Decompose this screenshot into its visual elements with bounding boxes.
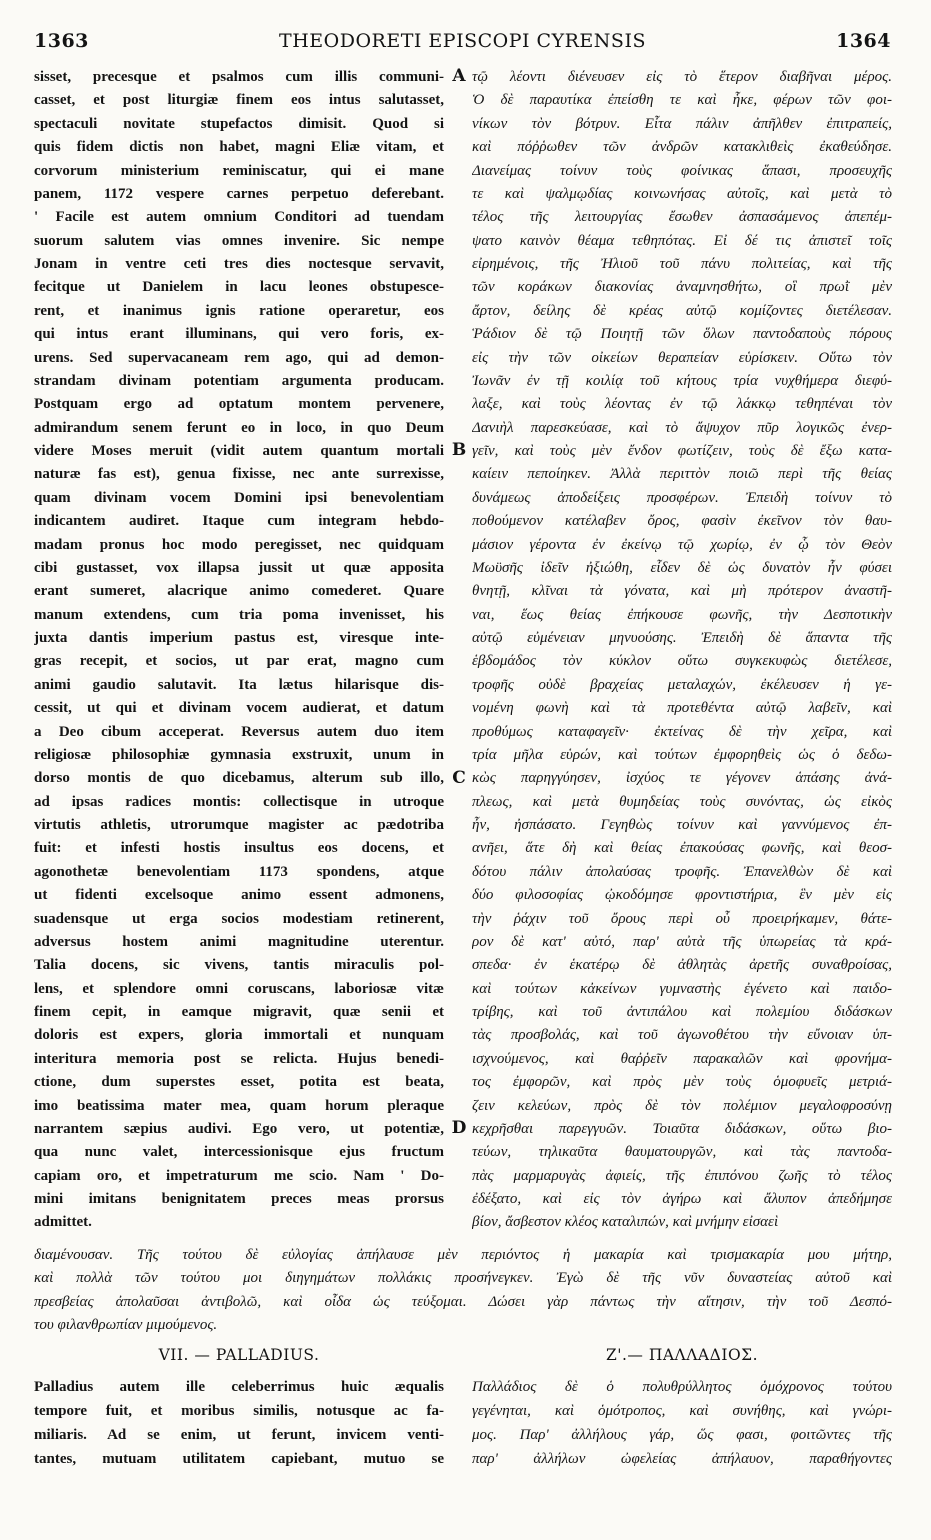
latin-text-line: fecitque ut Danielem in lacu leones obstupesce- xyxy=(34,279,444,296)
greek-text-line: τῷ λέοντι διένευσεν εἰς τὸ ἕτερον διαβῆναι μέρος. xyxy=(472,69,892,85)
running-head xyxy=(34,30,891,60)
latin-text-line: Postquam ergo ad optatum montem pervenere, xyxy=(34,396,444,413)
greek-text-line: μος. Παρ' ἀλλήλους γάρ, ὥς φασι, φοιτῶντες τῆς xyxy=(472,1427,892,1443)
greek-text-line: παρ' ἀλλήλων ὠφελείας ἀπήλαυον, παραθήγοντες xyxy=(472,1451,892,1467)
greek-text-line: καὶ τούτων κἀκείνων γυμναστὴς ἐγένετο καὶ παιδο- xyxy=(472,980,892,997)
latin-text-line: religiosæ philosophiæ gymnasia exstruxit, unum in xyxy=(34,746,444,763)
greek-text-line: πρεσβείας ἀπολαῦσαι ἀντιβολῶ, καὶ οἶδα ὡς τεύξομαι. Δώσει γὰρ πάντως τὴν αἴτησιν, τὴν τοῦ Δεσπό- xyxy=(34,1293,892,1310)
latin-text-line: qua nunc valet, intercessionisque ejus fructum xyxy=(34,1144,444,1161)
greek-text-line: Ἰωνᾶν ἐν τῇ κοιλίᾳ τοῦ κήτους τρία νυχθήμερα διεφύ- xyxy=(472,372,892,389)
greek-text-line: ανῆει, ἅτε δὴ καὶ θείας ἐπακούσας φωνῆς, καὶ θεοσ- xyxy=(472,840,892,857)
latin-text-line: videre Moses meruit (vidit autem quantum mortali xyxy=(34,443,444,459)
latin-text-line: capiam oro, et impetraturum me scio. Nam ' Do- xyxy=(34,1167,444,1184)
greek-text-line: καὶ πολλὰ τῶν τούτου μοι διηγημάτων πολλάκις προσήνεγκεν. Ἐγὼ δὲ τῆς νῦν δυναστείας αὐτοῦ καὶ xyxy=(34,1270,892,1287)
margin-marker-b: B xyxy=(451,440,467,460)
latin-text-line: Jonam in ventre ceti tres dies noctesque servavit, xyxy=(34,256,444,272)
latin-text-line: lens, et splendore omni coruscans, laboriosæ vitæ xyxy=(34,980,444,997)
greek-text-line: ἑβδομάδος τὸν κύκλον οὕτω συγκεκυφὼς διετέλεσε, xyxy=(472,653,892,670)
section-body-greek xyxy=(472,1375,892,1471)
greek-text-line: ζειν κελεύων, πρὸς δὲ τὸν πολέμιον μεγαλοφροσύνῃ xyxy=(472,1097,892,1114)
latin-text-line: fuit: et infesti hostis insultus eos docens, et xyxy=(34,840,444,857)
page-number-left: 1363 xyxy=(34,30,89,52)
greek-text-line: Παλλάδιος δὲ ὁ πολυθρύλλητος ὁμόχρονος τούτου xyxy=(472,1379,892,1395)
greek-text-line: νίκων τὸν βότρυν. Εἶτα πάλιν ἀπῆλθεν ἐπιτραπείς, xyxy=(472,115,892,132)
greek-text-line: δύο φιλοσοφίας ᾠκοδόμησε φροντιστήρια, ἓν μὲν εἰς xyxy=(472,887,892,904)
greek-text-line: τὴν ῥάχιν τοῦ ὄρους περὶ οὗ προειρήκαμεν, θάτε- xyxy=(472,910,892,927)
latin-text-line: ut fidenti excelsoque animo essent admonens, xyxy=(34,887,444,904)
section-heading-greek: Ζ'.— ΠΑΛΛΑΔΙΟΣ. xyxy=(605,1346,759,1364)
greek-text-line: ισχνούμενος, καὶ θαῤῥεῖν παρακαλῶν καὶ φρονήμα- xyxy=(472,1050,892,1067)
latin-text-line: qui intus erant illuminans, qui vero foris, ex- xyxy=(34,326,444,343)
latin-text-line: animi gaudio salutavit. Ita lætus hilarisque dis- xyxy=(34,676,444,693)
latin-text-line: Talia docens, sic vivens, tantis miraculis pol- xyxy=(34,957,444,974)
greek-text-line: δότου πάλιν ἀπολαύσας τροφῆς. Ἐπανελθὼν δὲ καὶ xyxy=(472,863,892,880)
latin-text-line: corvorum ministerium reminiscatur, qui ei mane xyxy=(34,162,444,179)
greek-text-line: ρον δὲ κατ' αὐτό, παρ' αὐτὰ τῆς ὑπωρείας τὰ κρά- xyxy=(472,933,892,950)
greek-text-line: προθύμως καταφαγεῖν· ἐκτείνας δὲ τὴν χεῖρα, καὶ xyxy=(472,723,892,740)
greek-text-line: Διανείμας τοίνυν τοὺς φοίνικας ἅπασι, προσευχῆς xyxy=(472,162,892,179)
greek-text-line: τὰς προσβολάς, καὶ τοῦ ἀγωνοθέτου τὴν εὔνοιαν ὑπ- xyxy=(472,1027,892,1044)
latin-text-line: interitura memoria post se relicta. Hujus benedi- xyxy=(34,1050,444,1067)
greek-column xyxy=(472,66,892,1235)
greek-text-line: τῶν κοράκων διακονίας ἀναμνησθήτω, οἳ πρωῒ μὲν xyxy=(472,279,892,296)
latin-text-line: a Deo cibum acceperat. Reversus autem duo item xyxy=(34,723,444,740)
latin-text-line: casset, et post liturgiæ finem eos intus salutasset, xyxy=(34,92,444,109)
latin-text-line: panem, 1172 vespere carnes perpetuo deferebant. xyxy=(34,185,444,202)
greek-text-line: εἰρημένοις, τῆς Ἠλιοῦ τοῦ πάνυ πολιτείας, καὶ τῆς xyxy=(472,256,892,272)
greek-text-line: ἄρτον, δείλης δὲ κρέας αὐτῷ κομίζοντες διετέλεσαν. xyxy=(472,302,892,319)
greek-text-line: τεύων, τηλικαῦτα θαυματουργῶν, καὶ τὰς παντοδα- xyxy=(472,1144,892,1161)
greek-text-line: γεῖν, καὶ τοὺς μὲν ἔνδον φωτίζειν, τοὺς δὲ ἔξω κατα- xyxy=(472,443,892,459)
greek-text-line: τος ἐμφορῶν, καὶ πρὸς μὲν τοὺς ὁμοφυεῖς μετριά- xyxy=(472,1074,892,1091)
latin-text-line: agonothetæ benevolentiam 1173 spondens, atque xyxy=(34,863,444,880)
latin-text-line: admittet. xyxy=(34,1214,92,1231)
latin-text-line: imo beatissima mater mea, quam horum pleraque xyxy=(34,1097,444,1114)
latin-text-line: madam pronus hoc modo peregisset, nec quidquam xyxy=(34,536,444,553)
latin-text-line: manum extendens, cum tria poma invenisset, his xyxy=(34,606,444,623)
latin-text-line: Palladius autem ille celeberrimus huic æqualis xyxy=(34,1379,444,1395)
greek-text-line: Μωϋσῆς ἰδεῖν ἠξιώθη, εἶδεν δὲ ὡς δυνατὸν ἦν φύσει xyxy=(472,559,892,576)
greek-text-line: καὶ πόῤῥωθεν τῶν ἀνδρῶν κατακλιθεὶς ἐκαθεύδησε. xyxy=(472,139,892,156)
greek-text-line: διαμένουσαν. Τῆς τούτου δὲ εὐλογίας ἀπήλαυσε μὲν περιόντος ἡ μακαρία καὶ τρισμακαρία μου μήτηρ, xyxy=(34,1247,892,1263)
margin-marker-d: D xyxy=(451,1118,467,1138)
latin-text-line: spectaculi novitate stupefactos dimisit. Quod si xyxy=(34,115,444,132)
latin-text-line: rent, et inanimus ignis ratione operaretur, eos xyxy=(34,302,444,319)
latin-text-line: sisset, precesque et psalmos cum illis communi- xyxy=(34,69,444,85)
greek-text-line: θνητῇ, κλῖναι τὰ γόνατα, καὶ μὴ πρότερον ἀναστῆ- xyxy=(472,583,892,600)
greek-text-line: ψατο καινὸν θέαμα τεθηπότας. Εἰ δέ τις ἀπιστεῖ τοῖς xyxy=(472,232,892,249)
greek-text-line: λαξε, καὶ τοὺς λέοντας ἐν τῷ λάκκῳ τεθηπέναι τὸν xyxy=(472,396,892,413)
greek-text-line: καίειν πεποίηκεν. Ἀλλὰ περιττὸν ποιῶ περὶ τῆς θείας xyxy=(472,466,892,483)
greek-text-line: εἰς τὴν τῶν οἰκείων θεραπείαν εὑρίσκειν. Οὕτω τὸν xyxy=(472,349,892,366)
latin-text-line: tantes, mutuam utilitatem capiebant, mutuo se xyxy=(34,1451,444,1467)
latin-text-line: doloris est expers, gloria immortali et nunquam xyxy=(34,1027,444,1044)
latin-text-line: strandam divinam potentiam argumenta producam. xyxy=(34,372,444,389)
greek-text-line: ἐδέξατο, καὶ εἰς τὸν ἀγήρω καὶ ἄλυπον ἀπεδήμησε xyxy=(472,1191,892,1207)
latin-text-line: adversus hostem animi magnitudine uterentur. xyxy=(34,933,444,950)
latin-text-line: gras recepit, et socios, ut par erat, magno cum xyxy=(34,653,444,670)
section-heading-latin: VII. — PALLADIUS. xyxy=(158,1346,320,1364)
greek-text-line: του φιλανθρωπίαν μιμούμενος. xyxy=(34,1317,218,1334)
latin-text-line: suadensque ut erga socios modestiam retinerent, xyxy=(34,910,444,927)
greek-text-line: Ῥάδιον δὲ τῷ Ποιητῇ τῶν ὅλων παντοδαποὺς πόρους xyxy=(472,326,892,343)
margin-marker-c: C xyxy=(452,768,466,788)
greek-text-line: ποθούμενον κατέλαβεν ὄρος, φασὶν ἐκεῖνον τὸν θαυ- xyxy=(472,513,892,530)
latin-text-line: juxta dantis imperium pastus est, viresque inte- xyxy=(34,630,444,646)
latin-text-line: erant sumeret, alacrique animo comederet. Quare xyxy=(34,583,444,600)
greek-text-line: τρίβης, καὶ τοῦ ἀντιπάλου καὶ πολεμίου διδάσκων xyxy=(472,1004,892,1020)
latin-text-line: dorso montis de quo dicebamus, alterum sub illo, xyxy=(34,770,444,787)
greek-text-line: ναι, ἕως θείας ἐπήκουσε φωνῆς, τὴν Δεσποτικὴν xyxy=(472,606,892,623)
latin-text-line: ctione, dum superstes esset, potita est beata, xyxy=(34,1074,444,1091)
section-body-latin xyxy=(34,1375,444,1471)
latin-text-line: naturæ fas est), genua fixisse, nec ante surrexisse, xyxy=(34,466,444,483)
latin-text-line: miliaris. Ad se enim, ut ferunt, invicem venti- xyxy=(34,1427,444,1443)
latin-text-line: finem cepit, in eamque migravit, quæ senii et xyxy=(34,1004,444,1020)
greek-text-line: βίον, ἄσβεστον κλέος καταλιπών, καὶ μνήμην εἰσαεὶ xyxy=(472,1214,779,1231)
page-number-right: 1364 xyxy=(836,30,891,52)
greek-text-line: τε καὶ ψαλμῳδίας κοινωνήσας αὐτοῖς, καὶ μετὰ τὸ xyxy=(472,185,892,202)
page-title: THEODORETI EPISCOPI CYRENSIS xyxy=(279,30,646,52)
greek-text-line: αὐτῷ εὐμένειαν μηνυούσης. Ἐπειδὴ δὲ ἅπαντα τῆς xyxy=(472,630,892,646)
latin-text-line: virtutis athletis, utrorumque magister ac pædotriba xyxy=(34,817,444,833)
greek-text-line: τροφῆς οὐδὲ βραχείας μεταλαχών, ἐκέλευσεν ἡ γε- xyxy=(472,676,892,693)
latin-text-line: tempore fuit, et moribus similis, notusque ac fa- xyxy=(34,1403,444,1419)
latin-text-line: quam divinam vocem Domini ipsi benevolentiam xyxy=(34,489,444,506)
greek-text-line: Δανιὴλ παρεσκεύασε, καὶ τὸ ἄψυχον πῦρ λογικῶς ἐνερ- xyxy=(472,419,892,436)
latin-text-line: cibi gustasset, vox illapsa jussit ut quæ apposita xyxy=(34,559,444,576)
latin-text-line: ad ipsas radices montis: collectisque in utroque xyxy=(34,793,444,810)
greek-text-line: σπεδα· ἐν ἑκατέρῳ δὲ ἀθλητὰς ἀρετῆς συναθροίσας, xyxy=(472,957,892,974)
greek-text-line: κεχρῆσθαι παρεγγυῶν. Τοιαῦτα διδάσκων, οὕτω βιο- xyxy=(472,1120,892,1137)
latin-text-line: quis fidem dictis non habet, magni Eliæ vitam, et xyxy=(34,139,444,156)
latin-text-line: indicantem audiret. Itaque cum integram hebdo- xyxy=(34,513,444,530)
latin-text-line: urens. Sed supervacaneam rem ago, qui ad demon- xyxy=(34,349,444,366)
full-width-greek-text xyxy=(34,1244,892,1338)
greek-text-line: ἦν, ἠσπάσατο. Γεγηθὼς τοίνυν καὶ γαννύμενος ἐπ- xyxy=(472,817,892,833)
greek-text-line: πὰς μαρμαρυγὰς ἀφιείς, τῆς ἐπιπόνου ζωῆς τὸ τέλος xyxy=(472,1167,892,1184)
greek-text-line: μάσιον γέροντα ἐν ἐκείνῳ τῷ χωρίῳ, ἐν ᾧ τὸν Θεὸν xyxy=(472,536,892,553)
greek-text-line: πλεως, καὶ μετὰ θυμηδείας τοὺς συνόντας, ὡς εἰκὸς xyxy=(472,793,892,810)
greek-text-line: δυνάμεως ἀποδείξεις προσφέρων. Ἐπειδὴ τοίνυν τὸ xyxy=(472,489,892,506)
latin-text-line: narrantem sæpius audivi. Ego vero, ut potentiæ, xyxy=(34,1120,444,1137)
latin-text-line: admirandum senem ferunt eo in loco, in quo Deum xyxy=(34,419,444,436)
margin-marker-a: A xyxy=(452,66,466,86)
latin-text-line: suorum salutem vias omnes invenire. Sic nempe xyxy=(34,232,444,249)
latin-column xyxy=(34,66,444,1235)
greek-text-line: γεγένηται, καὶ ὁμότροπος, καὶ συνήθης, καὶ γνώρι- xyxy=(472,1403,892,1419)
latin-text-line: mini imitans benignitatem preces meas prorsus xyxy=(34,1191,444,1207)
greek-text-line: τρία μῆλα εὑρών, καὶ τούτων ἐμφορηθεὶς ὡς ὁ δεδω- xyxy=(472,746,892,763)
greek-text-line: κὼς παρηγγύησεν, ἰσχύος τε γέγονεν ἁπάσης ἀνά- xyxy=(472,770,892,787)
greek-text-line: τέλος τῆς λειτουργίας ἔσωθεν ἀσπασάμενος ἀπεπέμ- xyxy=(472,209,892,226)
latin-text-line: cessit, ut qui et divinam vocem audierat, et datum xyxy=(34,700,444,717)
greek-text-line: νομένη φωνὴ καὶ τὰ προτεθέντα αὐτῷ λαβεῖν, καὶ xyxy=(472,700,892,717)
greek-text-line: Ὁ δὲ παραυτίκα ἐπείσθη τε καὶ ἧκε, φέρων τῶν φοι- xyxy=(472,92,892,109)
latin-text-line: ' Facile est autem omnium Conditori ad tuendam xyxy=(34,209,444,226)
